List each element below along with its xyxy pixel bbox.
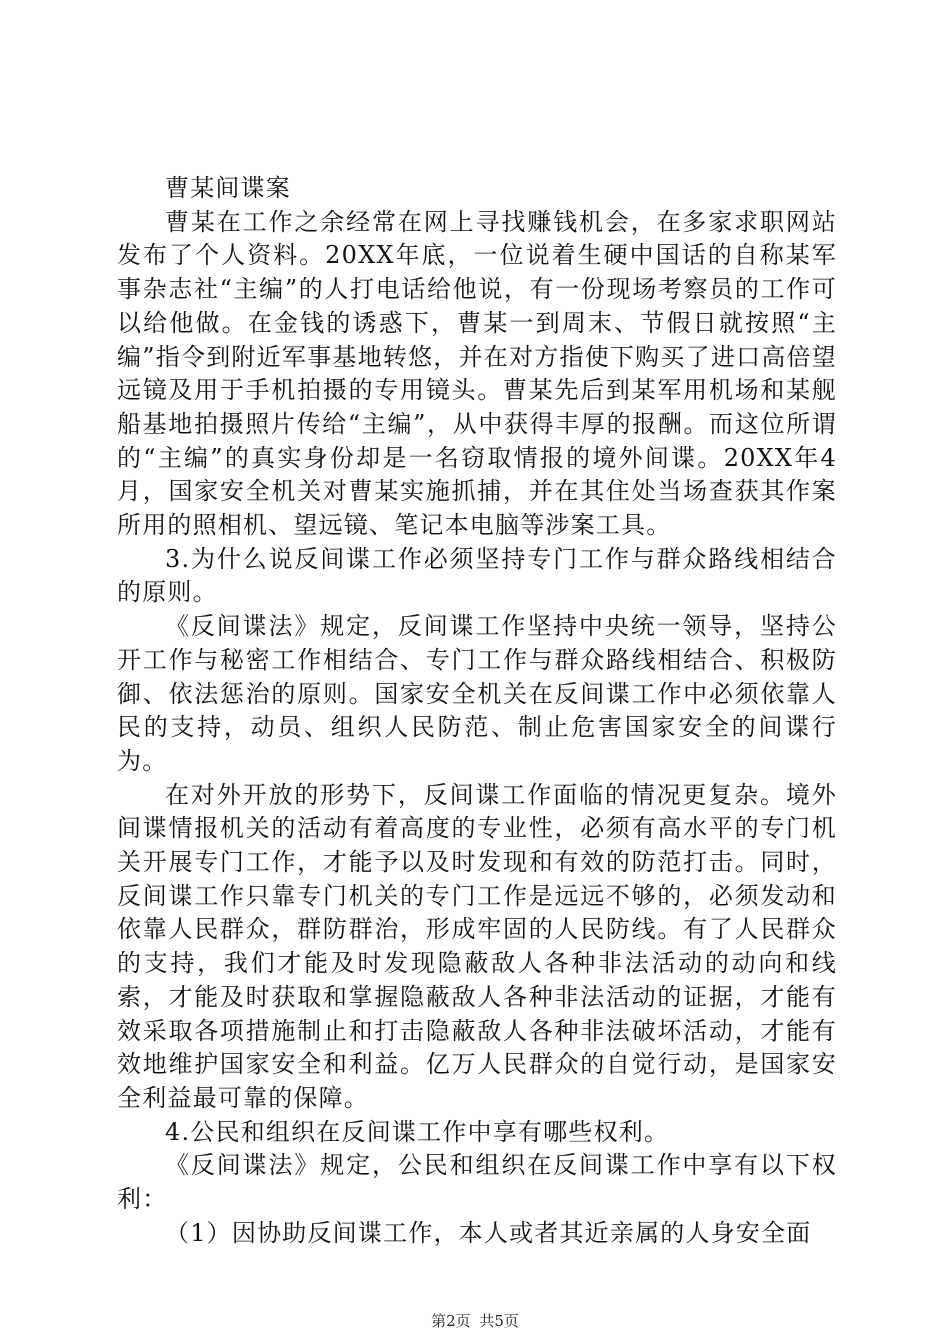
page-number: 第2页 (431, 1312, 471, 1330)
page-total: 共5页 (479, 1312, 519, 1330)
question-3: 3.为什么说反间谍工作必须坚持专门工作与群众路线相结合的原则。 (117, 544, 837, 607)
case-paragraph: 曹某在工作之余经常在网上寻找赚钱机会，在多家求职网站发布了个人资料。20XX年底，一位说着生硬中国话的自称某军事杂志社“主编”的人打电话给他说，有一份现场考察员的工作可以给他做。在金钱的诱惑下，曹某一到周末、节假日就按照“主编”指令到附近军事基地转悠，并在对方指使下购买了进口高倍望远镜及用于手机拍摄的专用镜头。曹某先后到某军用机场和某舰船基地拍摄照片传给“主编”，从中获得丰厚的报酬。而这位所谓的“主编”的真实身份却是一名窃取情报的境外间谍。20XX年4月，国家安全机关对曹某实施抓捕，并在其住处当场查获其作案所用的照相机、望远镜、笔记本电脑等涉案工具。 (117, 207, 837, 540)
page-footer (0, 1310, 950, 1331)
answer-4-intro: 《反间谍法》规定，公民和组织在反间谍工作中享有以下权利： (117, 1151, 837, 1214)
section-title: 曹某间谍案 (165, 174, 291, 202)
answer-4-item-1: （1）因协助反间谍工作，本人或者其近亲属的人身安全面 (165, 1218, 812, 1247)
question-4: 4.公民和组织在反间谍工作中享有哪些权利。 (165, 1117, 670, 1146)
document-body (117, 172, 837, 1251)
answer-3-paragraph-2: 在对外开放的形势下，反间谍工作面临的情况更复杂。境外间谍情报机关的活动有着高度的专业性，必须有高水平的专门机关开展专门工作，才能予以及时发现和有效的防范打击。同时，反间谍工作只靠专门机关的专门工作是远远不够的，必须发动和依靠人民群众，群防群治，形成牢固的人民防线。有了人民群众的支持，我们才能及时发现隐蔽敌人各种非法活动的动向和线索，才能及时获取和掌握隐蔽敌人各种非法活动的证据，才能有效采取各项措施制止和打击隐蔽敌人各种非法破坏活动，才能有效地维护国家安全和利益。亿万人民群众的自觉行动，是国家安全利益最可靠的保障。 (117, 780, 837, 1112)
answer-3-paragraph-1: 《反间谍法》规定，反间谍工作坚持中央统一领导，坚持公开工作与秘密工作相结合、专门工作与群众路线相结合、积极防御、依法惩治的原则。国家安全机关在反间谍工作中必须依靠人民的支持，动员、组织人民防范、制止危害国家安全的间谍行为。 (117, 612, 837, 775)
